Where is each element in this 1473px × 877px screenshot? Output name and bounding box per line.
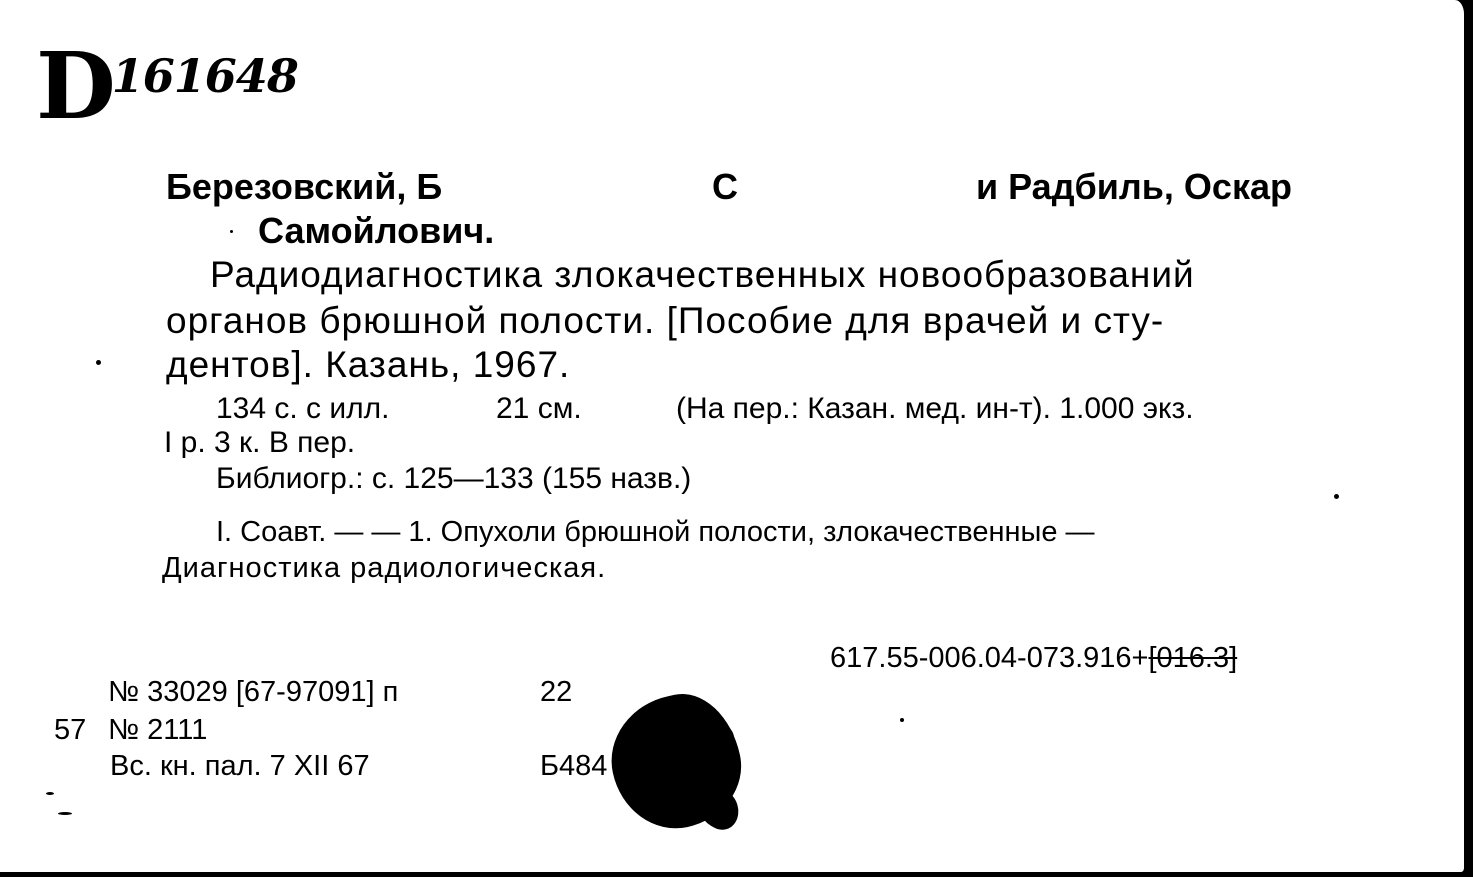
record-order: № 2111: [108, 714, 208, 746]
author-initial: С: [712, 166, 738, 207]
record-code: Б484: [540, 750, 608, 782]
speck: [230, 230, 233, 233]
speck: [58, 812, 72, 815]
record-count: 22: [540, 676, 573, 708]
call-number: [36, 32, 298, 140]
coauthor-patronymic: Самойлович.: [258, 210, 495, 251]
title-line-2: органов брюшной полости. [Пособие для врачей и сту-: [166, 300, 1165, 341]
speck: [900, 718, 904, 722]
price: I р. 3 к. В пер.: [164, 426, 356, 459]
classification-main: 617.55-006.04-073.916+: [830, 642, 1149, 674]
tracing-line-1: I. Соавт. — — 1. Опухоли брюшной полости, злокачественные —: [216, 516, 1095, 548]
call-number-prefix: D: [36, 32, 112, 140]
call-number-value: 161648: [111, 49, 298, 103]
coauthor-name: и Радбиль, Оскар: [976, 166, 1292, 207]
publisher-note: (На пер.: Казан. мед. ин-т). 1.000 экз.: [676, 392, 1194, 425]
classification-struck: [016.3]: [1148, 642, 1238, 674]
title-line-1: Радиодиагностика злокачественных новообразований: [210, 254, 1195, 295]
title-line-3: дентов]. Казань, 1967.: [166, 344, 571, 385]
bibliography-note: Библиогр.: с. 125—133 (155 назв.): [216, 462, 692, 495]
record-date: Вс. кн. пал. 7 XII 67: [110, 750, 370, 782]
author-name: Березовский, Б: [166, 166, 443, 207]
tracing-line-2: Диагностика радиологическая.: [162, 552, 607, 584]
collation-size: 21 см.: [496, 392, 582, 425]
collation-pages: 134 с. с илл.: [216, 392, 390, 425]
speck: [96, 360, 101, 365]
record-prefix: 57: [54, 714, 87, 746]
speck: [1334, 494, 1339, 499]
classification-number: [830, 642, 1237, 675]
record-number: № 33029 [67-97091] п: [108, 676, 399, 708]
speck: [46, 792, 54, 795]
